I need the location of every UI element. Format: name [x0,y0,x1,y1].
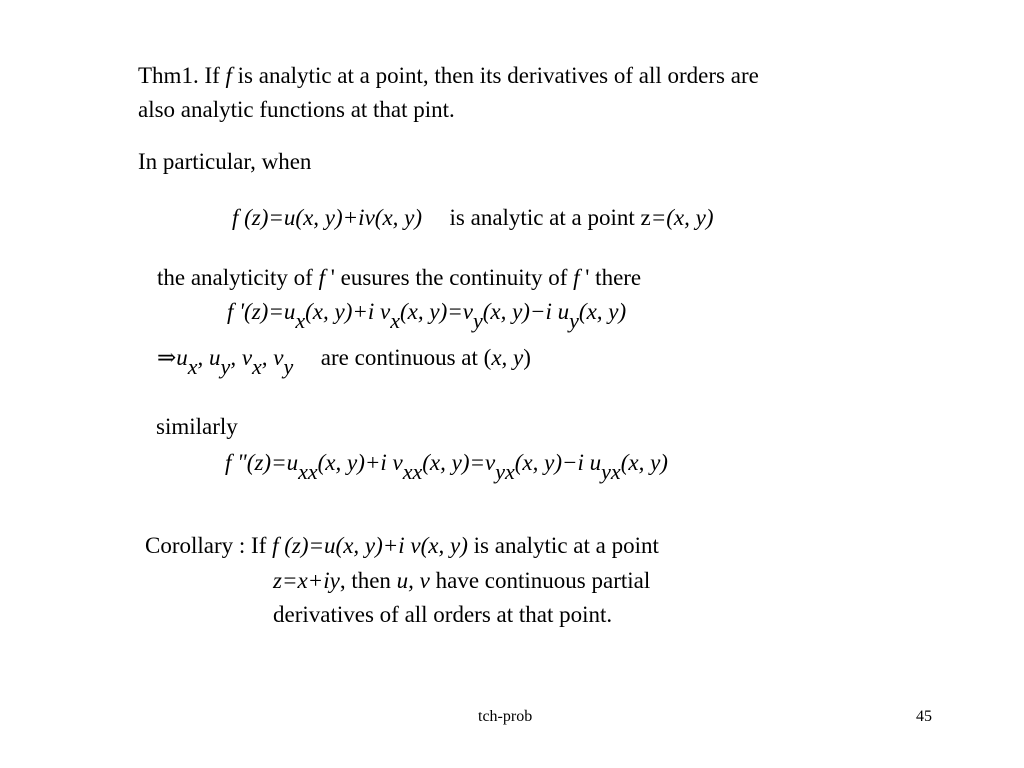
eq3-u: u [176,345,188,370]
corollary-z-def: z=x+iy [273,568,340,593]
equation-text: is analytic at a point z [449,205,651,230]
eq4-part-5: (x, y) [620,450,668,475]
eq2-part-2: (x, y)+i v [305,299,391,324]
corollary-text-2: , then [339,568,397,593]
eq2-subscript-1: x [295,308,306,333]
corollary-text-1: is analytic at a point [467,533,659,558]
page-number: 45 [916,708,932,725]
corollary-line-3: derivatives of all orders at that point. [273,602,613,627]
f-prime-symbol-1: f [318,265,325,290]
analyticity-statement [157,264,641,292]
theorem-text: is analytic at a point, then its derivatives of all orders are [231,63,759,88]
eq3-subscript-3: x [252,354,262,379]
corollary-uv: u, v [396,568,430,593]
corollary-line-2 [273,567,650,595]
eq3-subscript-4: y [283,354,294,379]
eq2-part-1: f '(z)=u [227,299,296,324]
eq3-part-3: , v [230,345,253,370]
similarly-text: similarly [156,414,238,439]
eq2-subscript-4: y [569,308,579,333]
analyticity-text-a: the analyticity of [157,265,319,290]
continuity-implication [157,344,531,379]
f-prime-symbol-2: f [573,265,580,290]
eq2-subscript-3: y [472,308,483,333]
eq4-subscript-3: yx [495,459,515,484]
continuity-point: x, y [491,345,524,370]
corollary-text-3: have continuous partial [429,568,651,593]
eq4-subscript-2: xx [402,459,423,484]
theorem-line-2: also analytic functions at that pint. [138,97,455,122]
eq2-part-4: (x, y)−i u [482,299,570,324]
equation-f-prime [227,298,627,333]
theorem-line-1 [138,62,759,90]
implies-arrow-icon: ⇒ [157,345,177,370]
analyticity-text-b: ' eusures the continuity of [324,265,574,290]
equation-point: =(x, y) [650,205,714,230]
eq4-subscript-1: xx [298,459,318,484]
analyticity-text-c: ' there [579,265,642,290]
corollary-label: Corollary : If [145,533,273,558]
eq3-part-4: , v [261,345,284,370]
eq2-part-5: (x, y) [578,299,627,324]
eq4-part-1: f "(z)=u [225,450,299,475]
function-symbol: f [225,63,232,88]
in-particular-text: In particular, when [138,149,312,174]
equation-f-double-prime [225,449,668,484]
eq4-part-3: (x, y)=v [422,450,496,475]
equation-f-of-z: f (z)=u(x, y)+iv(x, y) [232,205,423,230]
eq4-part-2: (x, y)+i v [317,450,403,475]
footer-title: tch-prob [478,708,533,725]
continuity-text: are continuous at ( [320,345,492,370]
eq4-part-4: (x, y)−i u [514,450,602,475]
eq3-subscript-1: x [187,354,198,379]
corollary-line-1 [145,532,659,560]
continuity-close: ) [523,345,531,370]
eq2-subscript-2: x [390,308,400,333]
eq4-subscript-4: yx [601,459,621,484]
eq2-part-3: (x, y)=v [400,299,473,324]
eq3-subscript-2: y [220,354,231,379]
corollary-function: f (z)=u(x, y)+i v(x, y) [272,533,468,558]
theorem-label: Thm1. If [138,63,226,88]
equation-analytic [232,204,713,232]
eq3-part-2: , u [197,345,221,370]
